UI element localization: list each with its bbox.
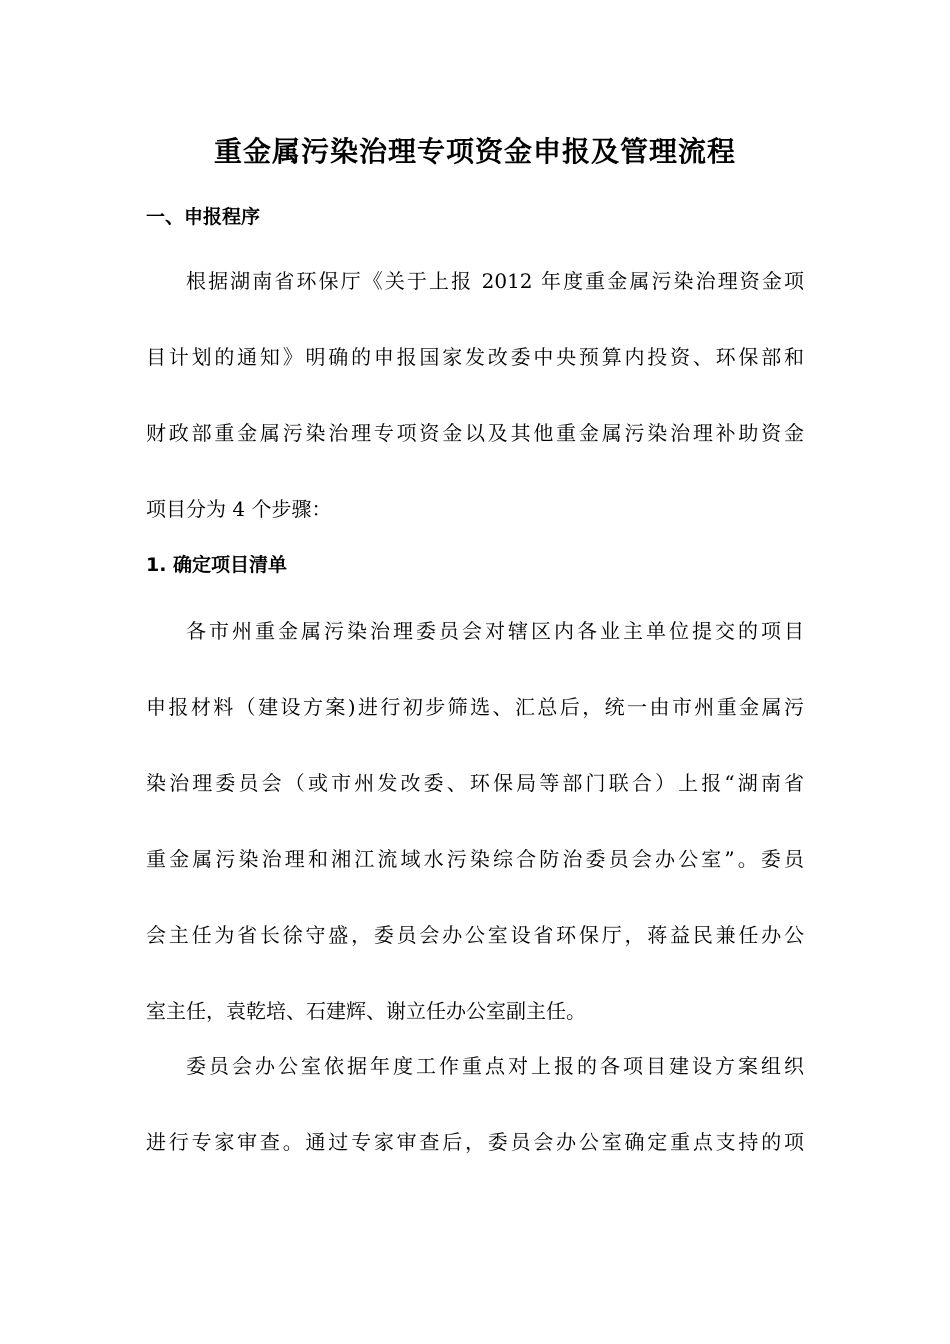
paragraph-line: 重金属污染治理和湘江流域水污染综合防治委员会办公室”。委员 [146,847,804,871]
paragraph-line: 目计划的通知》明确的申报国家发改委中央预算内投资、环保部和 [146,345,804,369]
paragraph-line: 申报材料（建设方案)进行初步筛选、汇总后，统一由市州重金属污 [146,695,804,719]
paragraph-line: 会主任为省长徐守盛，委员会办公室设省环保厅，蒋益民兼任办公 [146,923,804,947]
step1-paragraph-1 [146,593,804,1049]
document-title: 重金属污染治理专项资金申报及管理流程 [213,135,736,168]
paragraph-line: 室主任，袁乾培、石建辉、谢立任办公室副主任。 [146,999,586,1023]
intro-paragraph [146,243,804,547]
paragraph-line: 项目分为 4 个步骤： [146,497,332,521]
step1-paragraph-2 [146,1028,804,1180]
paragraph-line: 根据湖南省环保厅《关于上报 2012 年度重金属污染治理资金项 [186,269,804,293]
paragraph-line: 进行专家审查。通过专家审查后，委员会办公室确定重点支持的项 [146,1130,804,1154]
paragraph-line: 各市州重金属污染治理委员会对辖区内各业主单位提交的项目 [186,619,804,643]
paragraph-line: 染治理委员会（或市州发改委、环保局等部门联合）上报“湖南省 [146,771,804,795]
paragraph-line: 委员会办公室依据年度工作重点对上报的各项目建设方案组织 [186,1054,804,1078]
subheading-determine-project-list: 1. 确定项目清单 [146,554,288,576]
section-heading-application-procedure: 一、申报程序 [146,206,261,228]
paragraph-line: 财政部重金属污染治理专项资金以及其他重金属污染治理补助资金 [146,421,804,445]
